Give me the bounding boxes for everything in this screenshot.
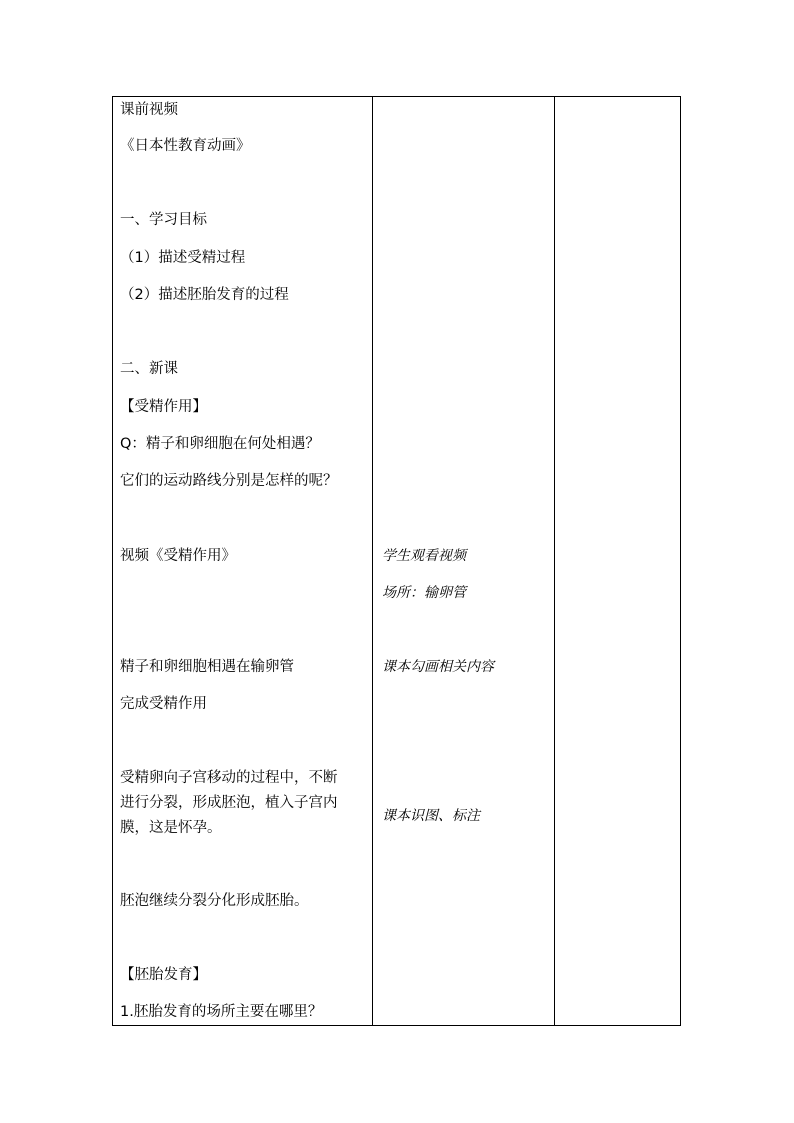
meeting-statement-line1: 精子和卵细胞相遇在输卵管 [120, 659, 294, 675]
place-note: 场所：输卵管 [382, 585, 466, 601]
lesson-plan-table [112, 96, 681, 1026]
student-activity-column [373, 96, 554, 1026]
new-lesson-title: 二、新课 [120, 361, 178, 377]
zygote-movement-line3: 膜，这是怀孕。 [120, 820, 222, 836]
textbook-label-note: 课本识图、标注 [382, 808, 480, 824]
meeting-statement-line2: 完成受精作用 [120, 696, 207, 712]
question-route: 它们的运动路线分别是怎样的呢？ [120, 473, 338, 489]
fertilization-video: 视频《受精作用》 [120, 548, 236, 564]
watch-video-note: 学生观看视频 [382, 548, 466, 564]
table-border-right [680, 96, 681, 1026]
notes-column [555, 96, 680, 1026]
textbook-mark-note: 课本勾画相关内容 [382, 659, 494, 675]
embryo-location-question: 1.胚胎发育的场所主要在哪里？ [120, 1004, 323, 1020]
zygote-movement-line2: 进行分裂，形成胚泡，植入子宫内 [120, 795, 338, 811]
zygote-movement-line1: 受精卵向子宫移动的过程中，不断 [120, 770, 338, 786]
pre-video-name: 《日本性教育动画》 [120, 138, 251, 154]
embryo-development-heading: 【胚胎发育】 [120, 967, 207, 983]
learning-goal-1: （1）描述受精过程 [120, 250, 246, 266]
embryo-formation: 胚泡继续分裂分化形成胚胎。 [120, 893, 309, 909]
teacher-activity-column [112, 96, 372, 1026]
pre-video-title: 课前视频 [120, 102, 178, 118]
question-meeting-place: Q：精子和卵细胞在何处相遇？ [120, 436, 320, 452]
learning-goals-title: 一、学习目标 [120, 212, 207, 228]
learning-goal-2: （2）描述胚胎发育的过程 [120, 287, 289, 303]
fertilization-heading: 【受精作用】 [120, 399, 207, 415]
